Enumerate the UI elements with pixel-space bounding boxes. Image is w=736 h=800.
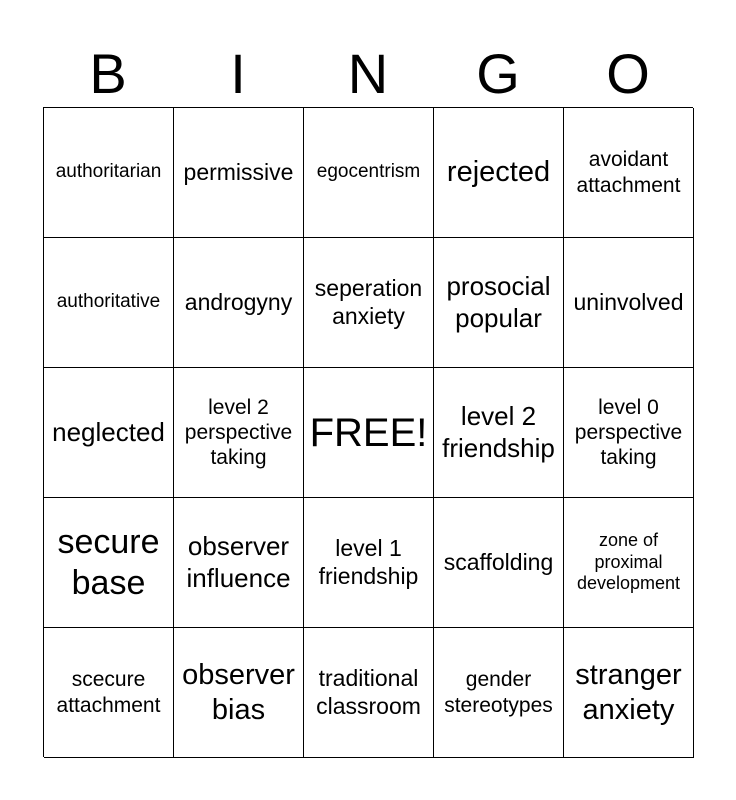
cell-text: secure base	[57, 522, 160, 602]
bingo-cell-r3c2[interactable]	[174, 368, 304, 498]
bingo-cell-r2c2[interactable]	[174, 238, 304, 368]
cell-text: androgyny	[184, 288, 293, 315]
cell-text: stranger anxiety	[575, 658, 682, 726]
bingo-header	[43, 40, 693, 108]
bingo-cell-r4c1[interactable]	[44, 498, 174, 628]
header-letter-b: B	[89, 42, 127, 105]
bingo-cell-r2c3[interactable]	[304, 238, 434, 368]
bingo-cell-r1c3[interactable]	[304, 108, 434, 238]
bingo-cell-r4c5[interactable]	[564, 498, 694, 628]
cell-text: scaffolding	[443, 548, 554, 575]
bingo-cell-r3c1[interactable]	[44, 368, 174, 498]
cell-text: observer influence	[186, 531, 291, 593]
header-letter-g: G	[476, 42, 520, 105]
bingo-cell-r4c3[interactable]	[304, 498, 434, 628]
bingo-cell-r1c1[interactable]	[44, 108, 174, 238]
cell-text: scecure attachment	[56, 668, 161, 717]
cell-text: traditional classroom	[316, 664, 421, 719]
cell-text: level 2 friendship	[442, 401, 555, 463]
cell-text: prosocial popular	[446, 271, 551, 333]
cell-text: authoritarian	[55, 161, 162, 183]
bingo-cell-r2c4[interactable]	[434, 238, 564, 368]
header-letter-i: I	[230, 42, 246, 105]
bingo-cell-r1c2[interactable]	[174, 108, 304, 238]
bingo-cell-r5c5[interactable]	[564, 628, 694, 758]
bingo-cell-r1c5[interactable]	[564, 108, 694, 238]
header-letter-o: O	[606, 42, 650, 105]
bingo-cell-r5c3[interactable]	[304, 628, 434, 758]
cell-text: permissive	[183, 158, 294, 185]
bingo-cell-r4c2[interactable]	[174, 498, 304, 628]
bingo-cell-r4c4[interactable]	[434, 498, 564, 628]
bingo-cell-r5c2[interactable]	[174, 628, 304, 758]
cell-text: neglected	[52, 416, 165, 447]
header-letter-n: N	[347, 42, 389, 105]
cell-text: rejected	[446, 156, 551, 189]
free-space-text: FREE!	[309, 410, 428, 455]
bingo-cell-r3c5[interactable]	[564, 368, 694, 498]
cell-text: egocentrism	[316, 161, 421, 183]
bingo-cell-r2c5[interactable]	[564, 238, 694, 368]
cell-text: observer bias	[182, 658, 295, 726]
bingo-cell-free[interactable]	[304, 368, 434, 498]
bingo-cell-r3c4[interactable]	[434, 368, 564, 498]
bingo-cell-r5c4[interactable]	[434, 628, 564, 758]
cell-text: gender stereotypes	[444, 668, 553, 717]
bingo-board	[43, 107, 693, 757]
cell-text: authoritative	[56, 291, 161, 313]
cell-text: level 2 perspective taking	[184, 395, 293, 470]
cell-text: seperation anxiety	[314, 274, 423, 329]
cell-text: uninvolved	[573, 288, 684, 315]
bingo-cell-r2c1[interactable]	[44, 238, 174, 368]
bingo-cell-r5c1[interactable]	[44, 628, 174, 758]
bingo-cell-r1c4[interactable]	[434, 108, 564, 238]
cell-text: avoidant attachment	[576, 148, 681, 197]
cell-text: zone of proximal development	[576, 530, 681, 594]
cell-text: level 0 perspective taking	[574, 395, 683, 470]
cell-text: level 1 friendship	[318, 534, 419, 589]
